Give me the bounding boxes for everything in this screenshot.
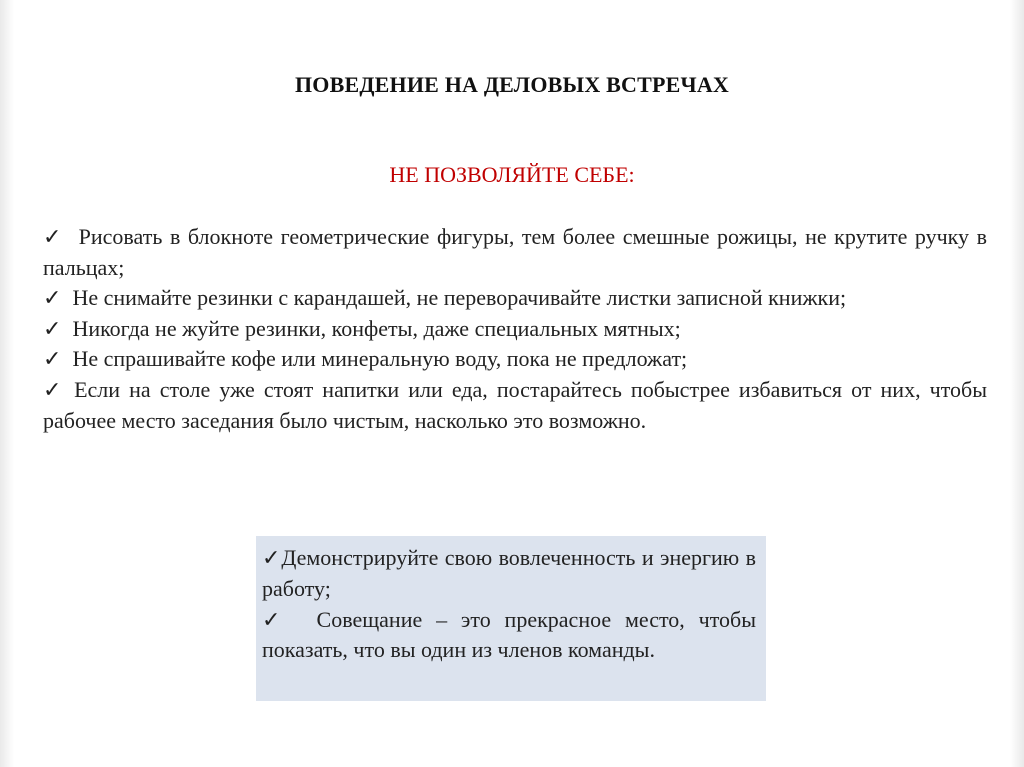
list-item [262, 543, 756, 605]
list-item-text: Совещание – это прекрасное место, чтобы показать, что вы один из членов команды. [262, 606, 757, 663]
list-item-text: Не спрашивайте кофе или минеральную воду, пока не предложат; [72, 346, 688, 372]
slide-title: ПОВЕДЕНИЕ НА ДЕЛОВЫХ ВСТРЕЧАХ [294, 72, 730, 97]
list-item [43, 314, 987, 345]
list-item [43, 222, 987, 283]
check-mark-icon: ✓ [43, 346, 62, 372]
check-mark-icon: ✓ [43, 224, 64, 249]
list-item [43, 344, 987, 375]
check-mark-icon: ✓ [43, 285, 62, 311]
tips-box [256, 536, 766, 701]
list-item-text: Рисовать в блокноте геометрические фигуры, тем более смешные рожицы, не крутите ручку в пальцах; [43, 224, 988, 280]
tips-list [262, 543, 756, 666]
left-edge-shadow [0, 0, 14, 767]
list-item [262, 605, 756, 667]
slide-subtitle: НЕ ПОЗВОЛЯЙТЕ СЕБЕ: [389, 162, 635, 187]
list-item [43, 283, 987, 314]
list-item-text: Никогда не жуйте резинки, конфеты, даже специальных мятных; [72, 315, 681, 341]
check-mark-icon: ✓ [43, 376, 66, 402]
list-item-text: Демонстрируйте свою вовлеченность и энергию в работу; [262, 545, 756, 601]
check-mark-icon: ✓ [262, 545, 282, 570]
right-edge-shadow [1010, 0, 1024, 767]
check-mark-icon: ✓ [262, 606, 289, 632]
dont-list [43, 222, 987, 436]
check-mark-icon: ✓ [43, 315, 62, 341]
list-item-text: Не снимайте резинки с карандашей, не переворачивайте листки записной книжки; [72, 285, 847, 311]
list-item [43, 375, 987, 436]
list-item-text: Если на столе уже стоят напитки или еда, постарайтесь побыстрее избавиться от них, чтобы рабочее место заседания было чистым, насколько это возможно. [43, 376, 988, 433]
